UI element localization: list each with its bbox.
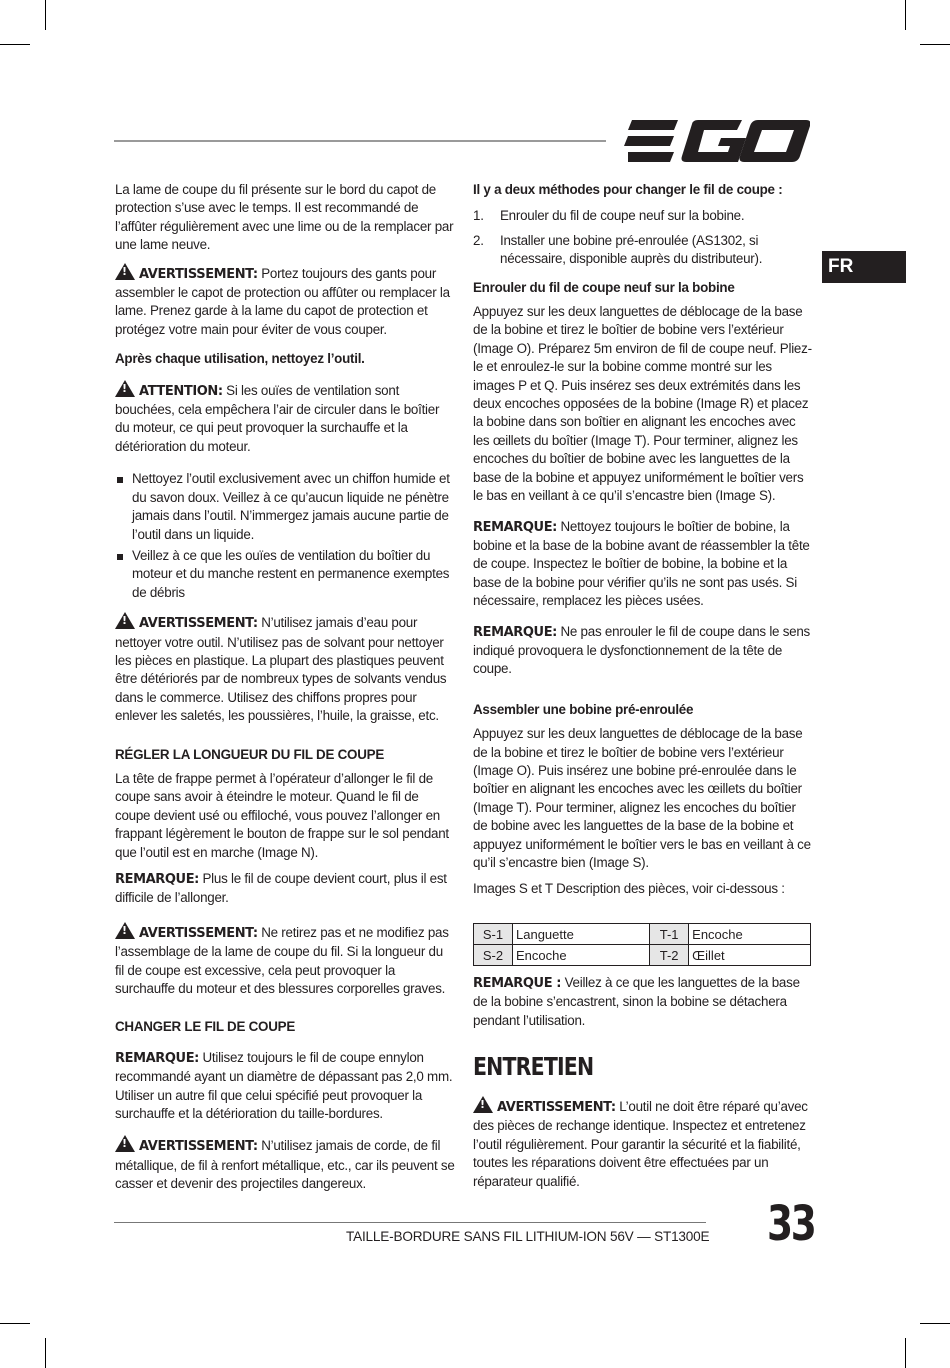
warning-label: AVERTISSEMENT:: [139, 616, 258, 632]
warning-text: N’utilisez jamais de corde, de fil métallique, de fil à renfort métallique, etc., car ils peuvent se casser et devenir des projectiles dangereux.: [115, 1138, 455, 1192]
warning: [115, 1135, 455, 1193]
section-heading: CHANGER LE FIL DE COUPE: [115, 1019, 295, 1035]
note-label: REMARQUE:: [473, 624, 557, 640]
warning-label: AVERTISSEMENT:: [139, 266, 258, 282]
table-cell: Encoche: [689, 924, 811, 945]
list-number: 2.: [473, 232, 484, 248]
crop-mark: [0, 1323, 30, 1324]
note-label: REMARQUE:: [115, 872, 199, 887]
note-text: Nettoyez toujours le boîtier de bobine, la bobine et la base de la bobine avant de réassembler la tête de coupe. Inspectez le boîtier de bobine, la bobine et la base de la bobine pour vérifier qu’ils ne sont pas usés. Si nécessaire, remplacez les pièces usées.: [473, 518, 810, 609]
warning-label: AVERTISSEMENT:: [139, 925, 258, 941]
note-label: REMARQUE:: [473, 519, 557, 535]
list-item: Nettoyez l’outil exclusivement avec un chiffon humide et du savon doux. Veillez à ce qu’aucun liquide ne pénètre jamais dans l’outil. N’immergez jamais aucune partie de l’outil dans un liquide.: [115, 470, 455, 544]
crop-mark: [920, 44, 950, 45]
warning-icon: [115, 922, 135, 939]
footer-rule: [114, 1222, 706, 1223]
paragraph: La lame de coupe du fil présente sur le bord du capot de protection s’use avec le temps. Il est recommandé de l’affûter régulièrement avec une lime ou de la remplacer par une lame neuve.: [115, 182, 454, 253]
note-text: Plus le fil de coupe devient court, plus il est difficile de l’allonger.: [115, 871, 447, 906]
caution-text: Si les ouïes de ventilation sont bouchées, cela empêchera l’air de circuler dans le boîtier du moteur, ce qui peut provoquer la surchauffe et la détérioration du moteur.: [115, 382, 440, 454]
table-row: [474, 924, 811, 945]
warning-label: AVERTISSEMENT:: [139, 1139, 258, 1155]
crop-mark: [920, 1323, 950, 1324]
note: [473, 974, 813, 1030]
numbered-list: [473, 207, 813, 268]
warning: [115, 263, 455, 340]
paragraph: Appuyez sur les deux languettes de déblocage de la base de la bobine et tirez le boîtier de bobine vers l’extérieur (Image O). Préparez 5m environ de fil de coupe neuf. Pliez-le et enroulez-le sur la bobine comme montré sur les images P et Q. Puis insérez ses deux extrémités dans les deux encoches opposées de la bobine (Image R) et placez la bobine dans son boîtier en alignant les encoches avec les œillets du boîtier (Image T). Pour terminer, alignez les encoches du boîtier de bobine avec les languettes de la base de la bobine et appuyez uniformément le boîtier vers le bas en veillant à ce qu’il s’encastre bien (Image S).: [473, 304, 812, 504]
crop-mark: [45, 0, 46, 30]
table-cell: T-2: [650, 945, 689, 966]
table-cell: S-2: [474, 945, 513, 966]
list-number: 1.: [473, 208, 484, 224]
table-cell: Encoche: [513, 945, 650, 966]
crop-mark: [905, 0, 906, 30]
note: [473, 623, 813, 679]
warning: [115, 922, 455, 999]
page-number: 33: [767, 1196, 815, 1252]
warning-text: Ne retirez pas et ne modifiez pas l’assemblage de la lame de coupe du fil. Si la longueur du fil de coupe est excessive, cela peut provoquer la surchauffe du moteur et des blessures corporelles graves.: [115, 924, 449, 997]
caution: [115, 380, 455, 457]
note: [115, 870, 455, 908]
warning-text: L’outil ne doit être réparé qu’avec des pièces de rechange identique. Inspectez et entretenez l’outil régulièrement. Pour garantir la sécurité et la fiabilité, toutes les réparations doivent être effectuées par un réparateur qualifié.: [473, 1099, 808, 1189]
list-item: [473, 207, 813, 225]
table-cell: Œillet: [689, 945, 811, 966]
footer-text: TAILLE-BORDURE SANS FIL LITHIUM-ION 56V — ST1300E: [346, 1229, 710, 1244]
note: [115, 1049, 455, 1124]
caution-label: ATTENTION:: [139, 383, 223, 399]
parts-table: [473, 923, 811, 966]
list-item: [473, 232, 813, 269]
warning-icon: [473, 1096, 493, 1113]
warning-icon: [115, 612, 135, 629]
warning-label: AVERTISSEMENT:: [497, 1100, 616, 1115]
warning: [473, 1096, 808, 1191]
list-item: Veillez à ce que les ouïes de ventilation du boîtier du moteur et du manche restent en permanence exemptes de débris: [115, 547, 455, 602]
language-tab: FR: [822, 251, 906, 283]
list-text: Installer une bobine pré-enroulée (AS1302, si nécessaire, disponible auprès du distributeur).: [500, 232, 763, 267]
warning-icon: [115, 263, 135, 280]
warning-icon: [115, 1135, 135, 1152]
table-cell: S-1: [474, 924, 513, 945]
note-label: REMARQUE:: [115, 1050, 199, 1066]
list-text: Enrouler du fil de coupe neuf sur la bobine.: [500, 208, 745, 224]
note-text: Ne pas enrouler le fil de coupe dans le sens indiqué provoquera le dysfonctionnement de la tête de coupe.: [473, 623, 811, 677]
left-column: [115, 181, 455, 1194]
heading: Il y a deux méthodes pour changer le fil de coupe :: [473, 182, 783, 197]
right-column-bottom: [473, 1096, 808, 1191]
note: [473, 518, 813, 611]
crop-mark: [45, 1338, 46, 1368]
ego-logo: [624, 120, 810, 162]
note-text: Utilisez toujours le fil de coupe ennylon recommandé ayant un diamètre de dépassant pas 2,0 mm. Utiliser un autre fil que celui spécifié peut provoquer la surchauffe et la détérioration du taille-bordures.: [115, 1049, 453, 1122]
table-cell: T-1: [650, 924, 689, 945]
section-title: ENTRETIEN: [473, 1052, 594, 1081]
note-text: Veillez à ce que les languettes de la base de la bobine s’encastrent, sinon la bobine se détachera pendant l’utilisation.: [473, 975, 800, 1028]
subheading: Enrouler du fil de coupe neuf sur la bobine: [473, 279, 735, 295]
subheading: Assembler une bobine pré-enroulée: [473, 701, 694, 717]
heading: Après chaque utilisation, nettoyez l’outil.: [115, 351, 365, 367]
warning-icon: [115, 380, 135, 397]
warning-text: Portez toujours des gants pour assembler le capot de protection ou affûter ou remplacer la lame. Prenez garde à la lame du capot de protection et protégez votre main pour éviter de vous couper.: [115, 265, 450, 337]
paragraph: La tête de frappe permet à l’opérateur d’allonger le fil de coupe sans avoir à éteindre le moteur. Quand le fil de coupe devient usé ou effiloché, vous pouvez l’allonger en frappant légèrement le bouton de frappe sur le sol pendant que l’outil est en marche (Image N).: [115, 770, 449, 860]
bullet-list: [115, 470, 455, 602]
header-rule: [114, 140, 606, 142]
note-label: REMARQUE :: [473, 976, 562, 991]
right-column-lower: [473, 974, 813, 1030]
warning-text: N’utilisez jamais d’eau pour nettoyer votre outil. N’utilisez pas de solvant pour nettoyer les pièces en plastique. La plupart des plastiques peuvent être détériorés par de nombreux types de solvants vendus dans le commerce. Utilisez des chiffons propres pour enlever les saletés, les poussières, l’huile, la graisse, etc.: [115, 615, 447, 724]
section-heading: RÉGLER LA LONGUEUR DU FIL DE COUPE: [115, 746, 384, 762]
crop-mark: [0, 44, 30, 45]
table-cell: Languette: [513, 924, 650, 945]
crop-mark: [905, 1338, 906, 1368]
right-column: [473, 181, 813, 899]
paragraph: Appuyez sur les deux languettes de déblocage de la base de la bobine et tirez le boîtier de bobine vers l’extérieur (Image O). Puis insérez une bobine pré-enroulée dans le boîtier en alignant les encoches avec les œillets du boîtier (Image T). Pour terminer, alignez les encoches du boîtier de bobine avec les languettes de la base de la bobine et appuyez uniformément le boîtier vers le bas en veillant à ce qu’il s’encastre bien (Image S).: [473, 726, 811, 870]
table-caption: Images S et T Description des pièces, voir ci-dessous :: [473, 881, 785, 897]
table-row: [474, 945, 811, 966]
warning: [115, 612, 455, 725]
